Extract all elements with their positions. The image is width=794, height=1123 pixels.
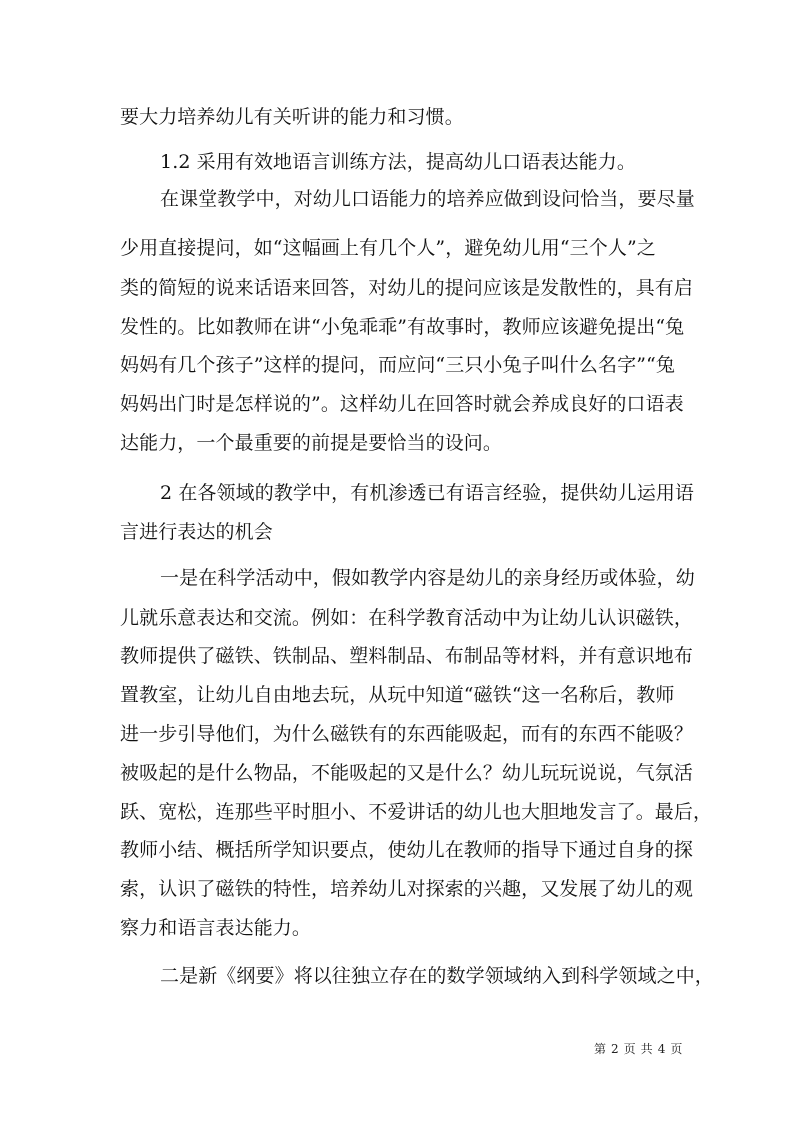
paragraph-line: 置教室，让幼儿自由地去玩，从玩中知道“磁铁“这一名称后，教师 bbox=[120, 684, 675, 706]
paragraph-line: 要大力培养幼儿有关听讲的能力和习惯。 bbox=[120, 106, 464, 128]
paragraph-line: 一是在科学活动中，假如教学内容是幼儿的亲身经历或体验，幼 bbox=[160, 567, 695, 589]
page-number-footer: 第 2 页 共 4 页 bbox=[594, 1042, 683, 1056]
paragraph-line: 进一步引导他们，为什么磁铁有的东西能吸起，而有的东西不能吸？ bbox=[120, 723, 694, 745]
paragraph-line: 在课堂教学中，对幼儿口语能力的培养应做到设问恰当，要尽量 bbox=[160, 188, 695, 210]
paragraph-line: 少用直接提问，如“这幅画上有几个人”，避免幼儿用“三个人”之 bbox=[120, 237, 656, 259]
paragraph-line: 教师提供了磁铁、铁制品、塑料制品、布制品等材料，并有意识地布 bbox=[120, 645, 694, 667]
paragraph-line: 被吸起的是什么物品，不能吸起的又是什么？幼儿玩玩说说，气氛活 bbox=[120, 762, 694, 784]
paragraph-line: 索，认识了磁铁的特性，培养幼儿对探索的兴趣，又发展了幼儿的观 bbox=[120, 878, 694, 900]
paragraph-line: 妈妈出门时是怎样说的”。这样幼儿在回答时就会养成良好的口语表 bbox=[120, 393, 684, 415]
section-heading: 1.2 采用有效地语言训练方法，提高幼儿口语表达能力。 bbox=[160, 151, 636, 173]
paragraph-line: 达能力，一个最重要的前提是要恰当的设问。 bbox=[120, 432, 503, 454]
paragraph-line: 儿就乐意表达和交流。例如：在科学教育活动中为让幼儿认识磁铁， bbox=[120, 607, 694, 629]
paragraph-line: 类的简短的说来话语来回答，对幼儿的提问应该是发散性的，具有启 bbox=[120, 277, 694, 299]
paragraph-line: 发性的。比如教师在讲“小兔乖乖”有故事时，教师应该避免提出“兔 bbox=[120, 316, 685, 338]
paragraph-line: 教师小结、概括所学知识要点，使幼儿在教师的指导下通过自身的探 bbox=[120, 839, 694, 861]
section-heading-continued: 言进行表达的机会 bbox=[120, 521, 273, 543]
paragraph-line: 察力和语言表达能力。 bbox=[120, 917, 312, 939]
section-heading: 2 在各领域的教学中，有机渗透已有语言经验，提供幼儿运用语 bbox=[160, 482, 695, 504]
paragraph-line: 跃、宽松，连那些平时胆小、不爱讲话的幼儿也大胆地发言了。最后， bbox=[120, 801, 713, 823]
paragraph-line: 妈妈有几个孩子”这样的提问，而应问“三只小兔子叫什么名字”“兔 bbox=[120, 354, 675, 376]
paragraph-line: 二是新《纲要》将以往独立存在的数学领域纳入到科学领域之中， bbox=[160, 965, 714, 987]
